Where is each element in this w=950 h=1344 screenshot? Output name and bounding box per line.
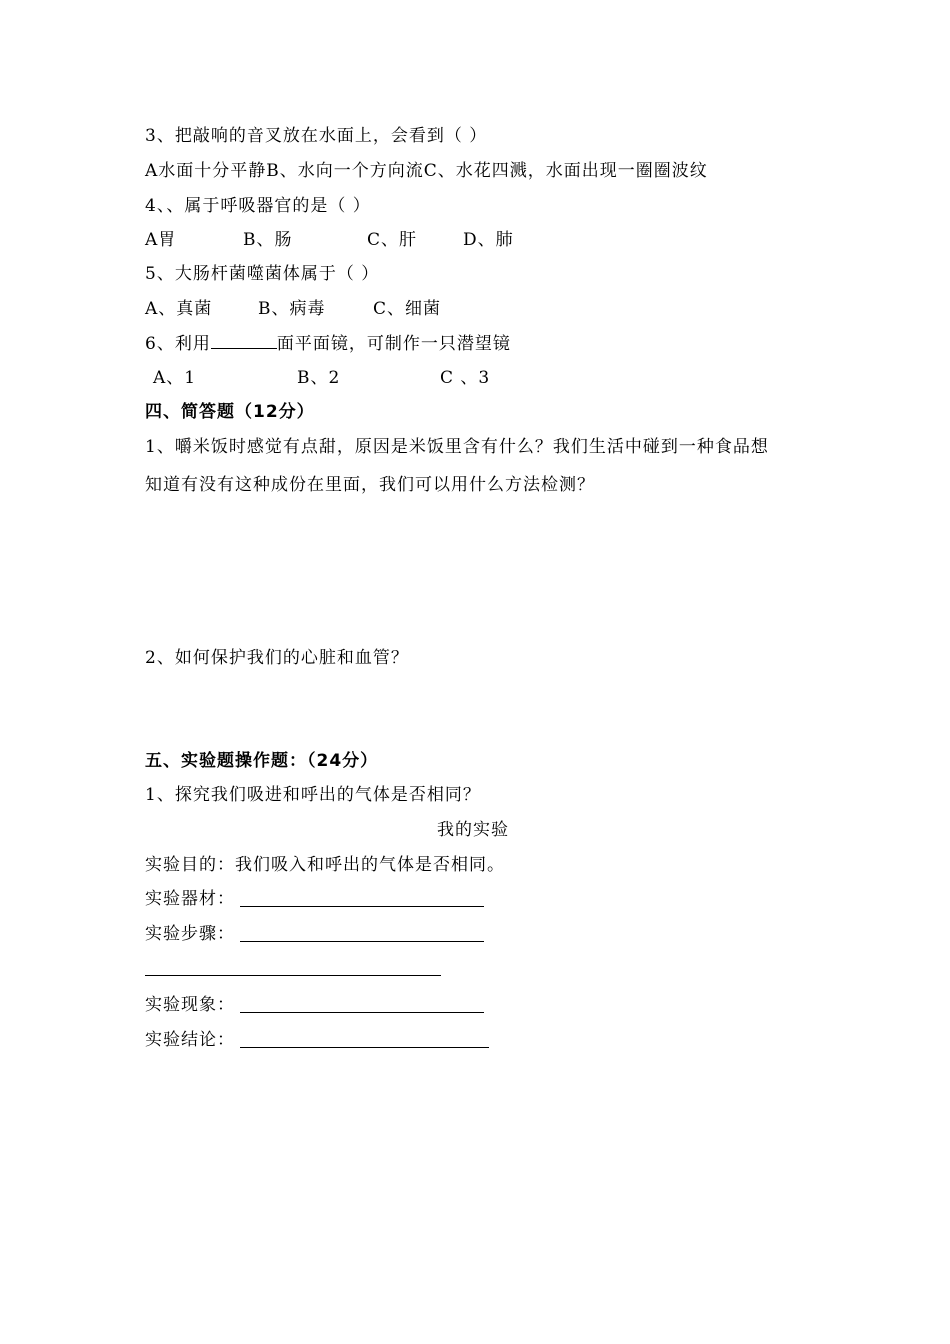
experiment-materials-blank <box>240 906 484 907</box>
experiment-conclusion-label: 实验结论： <box>145 1030 235 1050</box>
section5-q1: 1、探究我们吸进和呼出的气体是否相同？ <box>145 785 481 805</box>
experiment-purpose: 实验目的：我们吸入和呼出的气体是否相同。 <box>145 855 505 875</box>
section4-q1-line2: 知道有没有这种成份在里面，我们可以用什么方法检测？ <box>145 475 595 495</box>
experiment-conclusion-blank <box>240 1047 489 1048</box>
q4-option-a: A胃 <box>145 230 177 250</box>
q5-option-b: B、病毒 <box>258 299 326 319</box>
q6-option-c: C 、3 <box>440 368 491 388</box>
q5-option-a: A、真菌 <box>145 299 213 319</box>
q6-answer-blank <box>211 332 277 349</box>
experiment-steps-blank-2 <box>145 975 441 976</box>
experiment-materials-label: 实验器材： <box>145 889 235 909</box>
q6-option-b: B、2 <box>297 368 341 388</box>
section4-title: 四、简答题（12分） <box>145 402 315 422</box>
section4-q2: 2、如何保护我们的心脏和血管？ <box>145 648 409 668</box>
q5-stem: 5、大肠杆菌噬菌体属于（ ） <box>145 264 380 284</box>
section4-q1-line1: 1、嚼米饭时感觉有点甜，原因是米饭里含有什么？我们生活中碰到一种食品想 <box>145 437 769 457</box>
q4-stem: 4、、属于呼吸器官的是（ ） <box>145 196 371 216</box>
q6-stem-prefix: 6、利用 <box>145 334 211 354</box>
q3-options: A水面十分平静B、水向一个方向流C、水花四溅，水面出现一圈圈波纹 <box>145 161 708 181</box>
experiment-steps-label: 实验步骤： <box>145 924 235 944</box>
q3-stem: 3、把敲响的音叉放在水面上，会看到（ ） <box>145 126 488 146</box>
experiment-phenomenon-blank <box>240 1012 484 1013</box>
q6-stem-suffix: 面平面镜，可制作一只潜望镜 <box>276 334 511 354</box>
q4-option-b: B、肠 <box>243 230 293 250</box>
experiment-steps-blank <box>240 941 484 942</box>
q4-option-c: C、肝 <box>367 230 418 250</box>
section5-title: 五、实验题操作题：（24分） <box>145 751 379 771</box>
q6-stem <box>145 332 511 355</box>
q5-option-c: C、细菌 <box>373 299 442 319</box>
experiment-subtitle: 我的实验 <box>437 820 509 840</box>
q6-option-a: A、1 <box>153 368 197 388</box>
q4-option-d: D、肺 <box>463 230 514 250</box>
experiment-phenomenon-label: 实验现象： <box>145 995 235 1015</box>
